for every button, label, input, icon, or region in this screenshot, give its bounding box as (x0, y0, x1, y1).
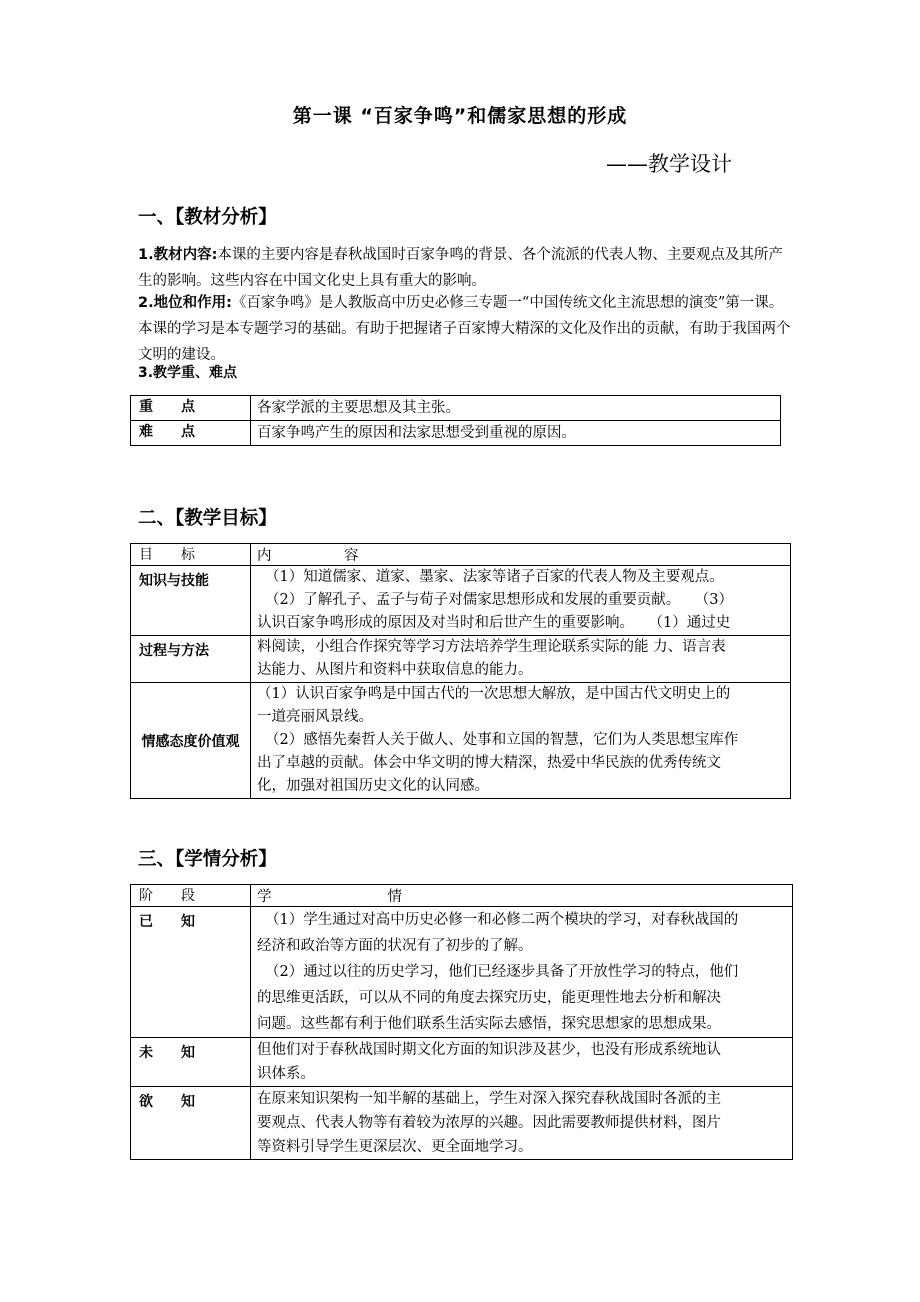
row-value (251, 566, 791, 636)
paragraph-label: 2.地位和作用: (138, 295, 232, 311)
row-key: 未 知 (131, 1038, 251, 1087)
table-header-row (131, 885, 793, 907)
row-line: 料阅读，小组合作探究等学习方法培养学生理论联系实际的能 力、语言表 (257, 639, 726, 655)
row-line: 经济和政治等方面的状况有了初步的了解。 (257, 938, 533, 954)
row-line: 问题。这些都有利于他们联系生活实际去感悟，探究思想家的思想成果。 (257, 1016, 721, 1032)
table-row (131, 1038, 793, 1087)
row-line: （2）了解孔子、孟子与荀子对儒家思想形成和发展的重要贡献。 （3） (265, 592, 733, 608)
table-row (131, 907, 793, 1038)
table-row (131, 421, 781, 446)
header-content: 内 容 (251, 544, 791, 566)
objectives-table (130, 543, 791, 799)
header-goal: 目 标 (131, 544, 251, 566)
row-key: 重 点 (131, 396, 251, 421)
row-value (251, 636, 791, 683)
table-row (131, 1087, 793, 1160)
row-line: 要观点、代表人物等有着较为浓厚的兴趣。因此需要教师提供材料，图片 (257, 1115, 721, 1131)
row-key: 过程与方法 (131, 636, 251, 683)
row-line: 达能力、从图片和资料中获取信息的能力。 (257, 662, 533, 678)
row-value (251, 1087, 793, 1160)
row-key: 知识与技能 (131, 566, 251, 636)
row-line: （1）知道儒家、道家、墨家、法家等诸子百家的代表人物及主要观点。 (265, 569, 724, 585)
row-line: 等资料引导学生更深层次、更全面地学习。 (257, 1139, 533, 1155)
table-row (131, 683, 791, 799)
table-row (131, 636, 791, 683)
section-heading-materials: 一、【教材分析】 (138, 207, 277, 228)
paragraph-text: 《百家争鸣》是人教版高中历史必修三专题一“中国传统文化主流思想的演变”第一课。本课的学习是本专题学习的基础。有助于把握诸子百家博大精深的文化及作出的贡献，有助于我国两个文明的建设。 (138, 295, 791, 363)
row-line: 但他们对于春秋战国时期文化方面的知识涉及甚少，也没有形成系统地认 (257, 1042, 721, 1058)
row-value: 百家争鸣产生的原因和法家思想受到重视的原因。 (251, 421, 781, 446)
row-line: （1）认识百家争鸣是中国古代的一次思想大解放，是中国古代文明史上的 (257, 686, 731, 702)
row-line: 认识百家争鸣形成的原因及对当时和后世产生的重要影响。 （1）通过史 (257, 615, 731, 631)
row-line: 识体系。 (257, 1066, 315, 1082)
row-key: 情感态度价值观 (131, 683, 251, 799)
row-key: 已 知 (131, 907, 251, 1038)
row-value (251, 683, 791, 799)
learner-analysis-table (130, 884, 793, 1160)
row-value: 各家学派的主要思想及其主张。 (251, 396, 781, 421)
row-line: （1）学生通过对高中历史必修一和必修二两个模块的学习，对春秋战国的 (265, 912, 739, 928)
row-line: （2）通过以往的历史学习，他们已经逐步具备了开放性学习的特点，他们 (265, 964, 739, 980)
row-line: 的思维更活跃，可以从不同的角度去探究历史，能更理性地去分析和解决 (257, 990, 721, 1006)
row-value (251, 1038, 793, 1087)
row-line: 化，加强对祖国历史文化的认同感。 (257, 778, 489, 794)
table-header-row (131, 544, 791, 566)
row-key: 欲 知 (131, 1087, 251, 1160)
row-line: （2）感悟先秦哲人关于做人、处事和立国的智慧，它们为人类思想宝库作 (265, 732, 739, 748)
paragraph-position (138, 290, 794, 368)
header-stage: 阶 段 (131, 885, 251, 907)
row-value (251, 907, 793, 1038)
subheading-key-points: 3.教学重、难点 (138, 365, 238, 381)
paragraph-text: 本课的主要内容是春秋战国时百家争鸣的背景、各个流派的代表人物、主要观点及其所产生的影响。这些内容在中国文化史上具有重大的影响。 (138, 247, 783, 289)
page-title: 第一课 “百家争鸣”和儒家思想的形成 (292, 105, 628, 127)
row-line: 在原来知识架构一知半解的基础上，学生对深入探究春秋战国时各派的主 (257, 1091, 721, 1107)
table-row (131, 396, 781, 421)
row-line: 一道亮丽风景线。 (257, 709, 373, 725)
table-row (131, 566, 791, 636)
page-subtitle: ——教学设计 (606, 152, 732, 176)
row-line: 出了卓越的贡献。体会中华文明的博大精深，热爱中华民族的优秀传统文 (257, 755, 721, 771)
paragraph-label: 1.教材内容: (138, 247, 218, 263)
row-key: 难 点 (131, 421, 251, 446)
section-heading-learners: 三、【学情分析】 (138, 849, 277, 870)
key-points-table (130, 395, 781, 446)
section-heading-objectives: 二、【教学目标】 (138, 508, 277, 529)
paragraph-content (138, 242, 794, 294)
header-situation: 学 情 (251, 885, 793, 907)
